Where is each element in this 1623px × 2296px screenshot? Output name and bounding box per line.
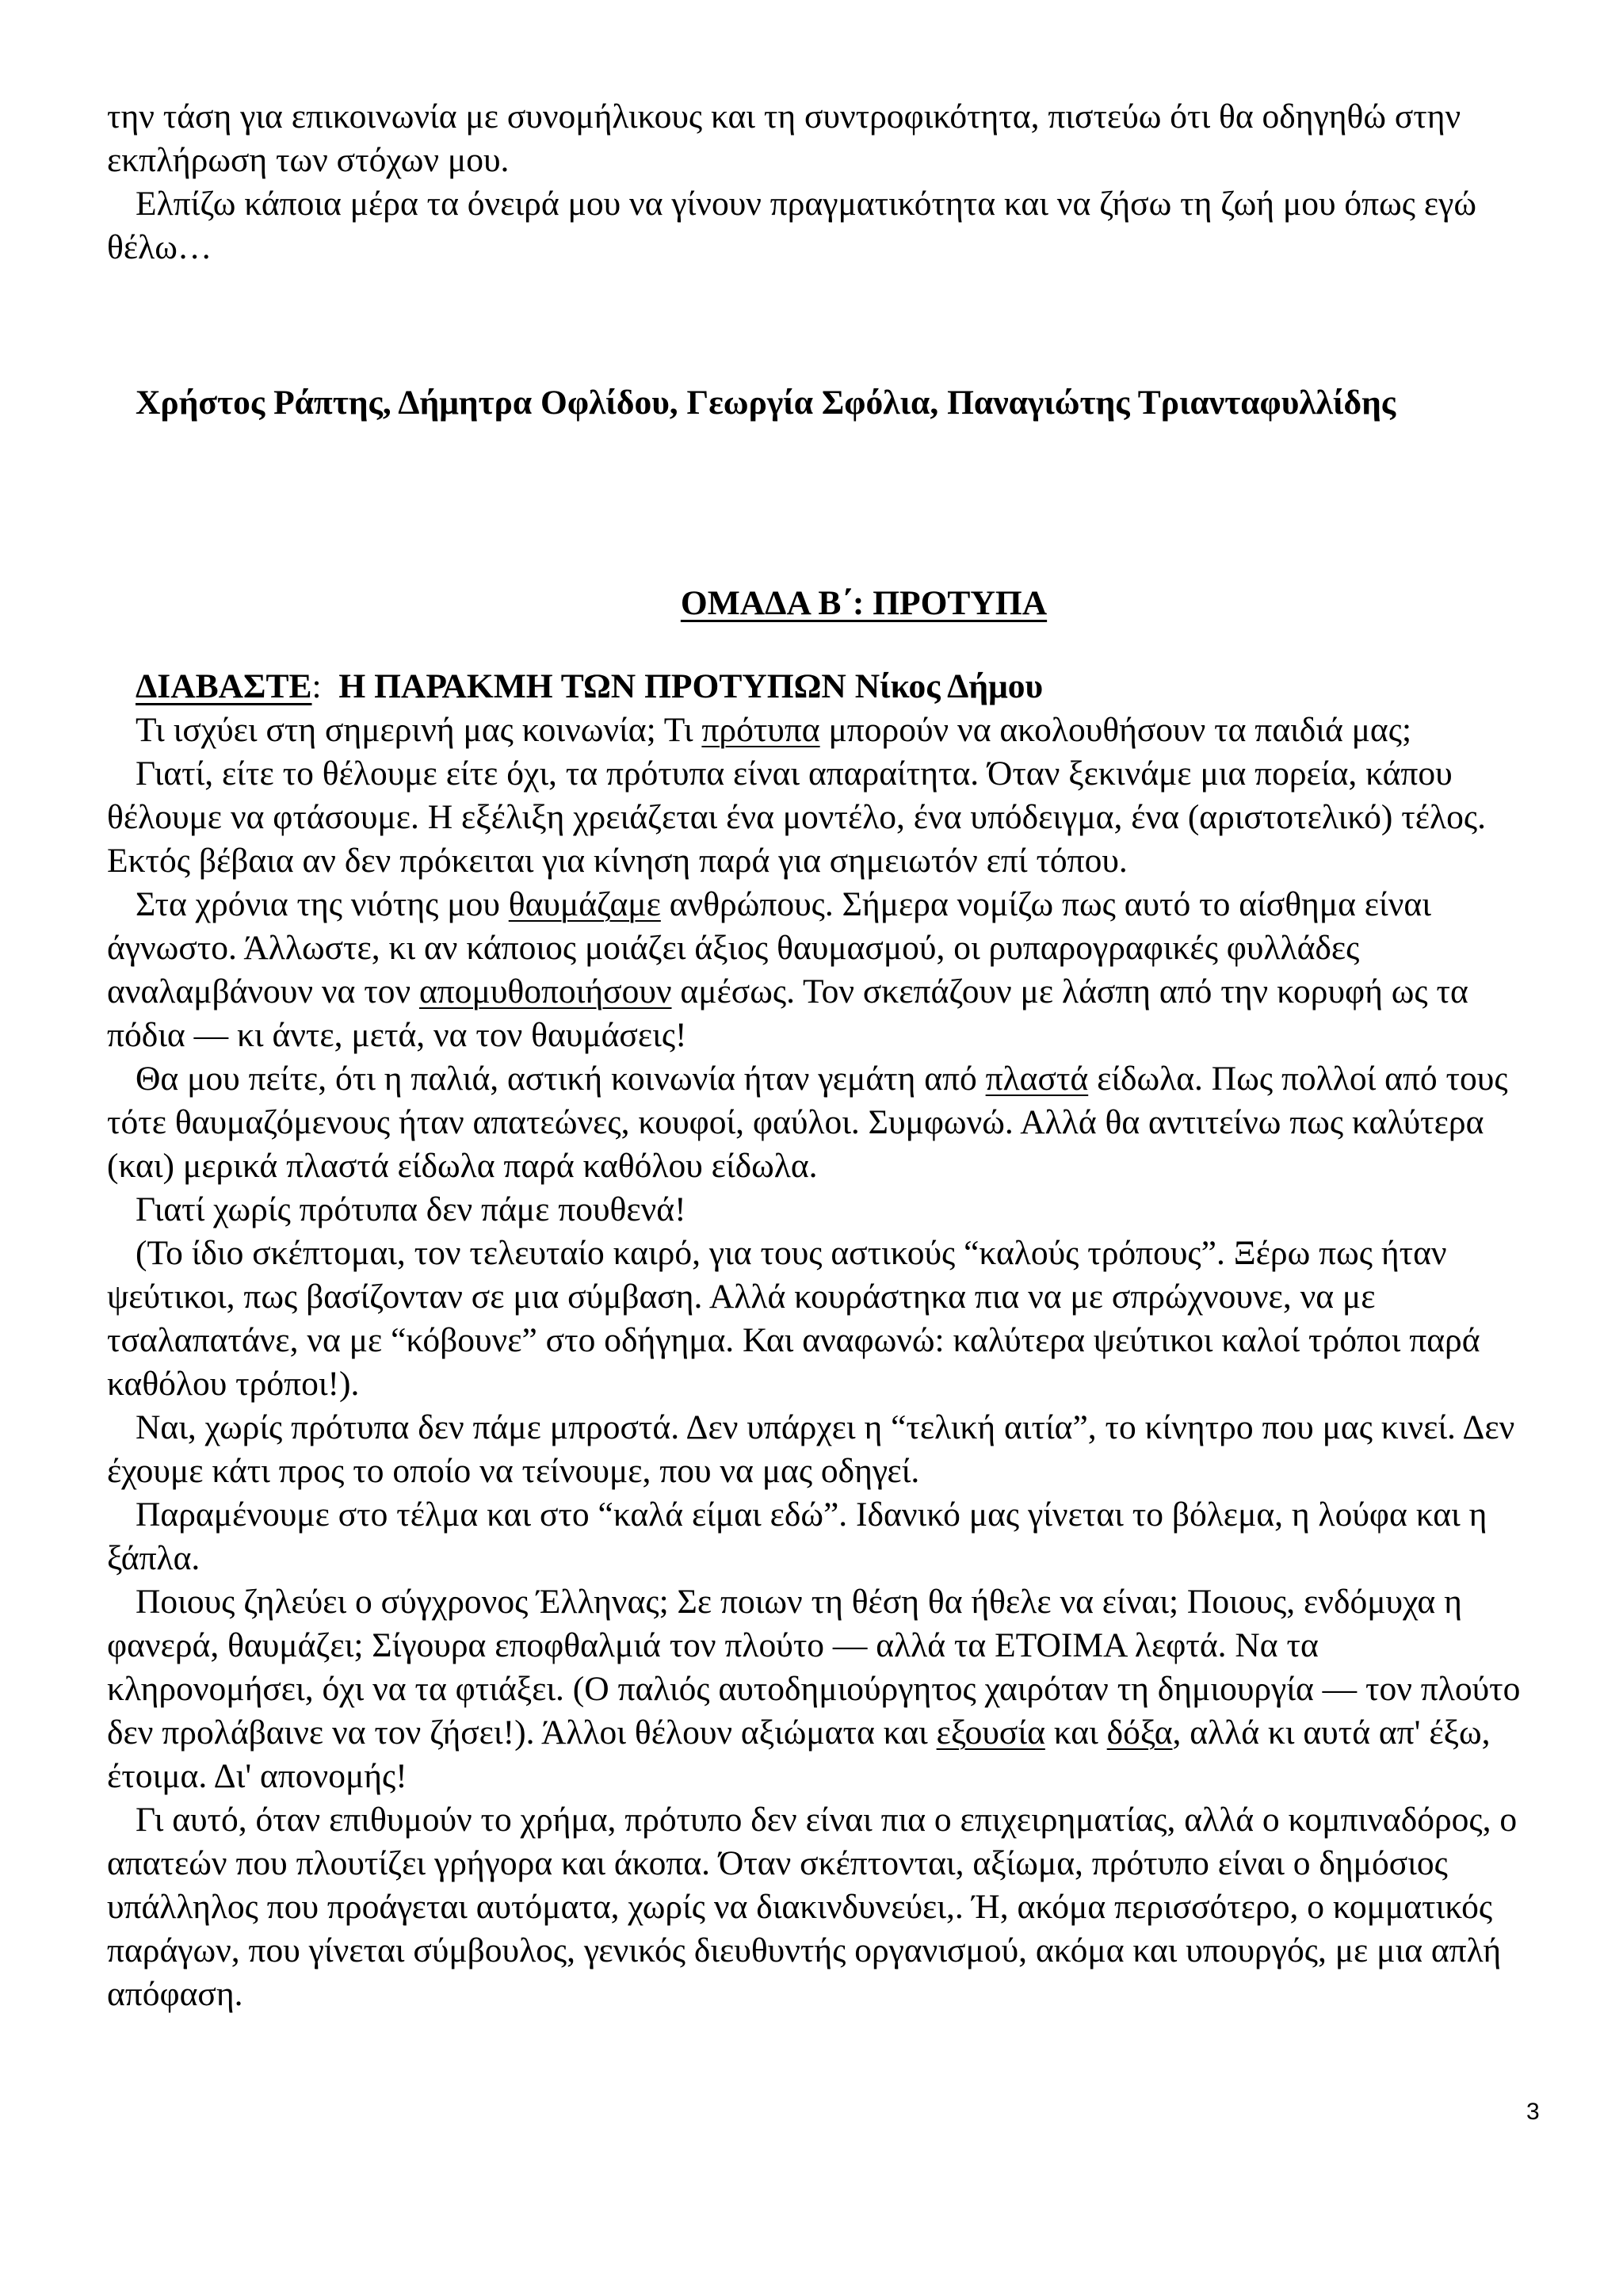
article-paragraph-8: Παραμένουμε στο τέλμα και στο “καλά είμαι εδώ”. Ιδανικό μας γίνεται το βόλεμα, η λούφα και η ξάπλα. xyxy=(107,1496,1487,1577)
article-paragraph-1 xyxy=(107,709,1533,752)
text-run: Τι ισχύει στη σημερινή μας κοινωνία; Τι xyxy=(136,711,702,749)
document-page xyxy=(107,95,1533,2016)
article-paragraph-6: (Το ίδιο σκέπτομαι, τον τελευταίο καιρό, για τους αστικούς “καλούς τρόπους”. Ξέρω πως ήταν ψεύτικοι, πως βασίζονταν σε μια σύμβαση. Αλλά κουράστηκα πια να με σπρώχνουνε, να με τσαλαπατάνε, να με “κόβουνε” στο οδήγημα. Και αναφωνώ: καλύτερα ψεύτικοι καλοί τρόποι παρά καθόλου τρόποι!). xyxy=(107,1234,1480,1403)
article-paragraph-10: Γι αυτό, όταν επιθυμούν το χρήμα, πρότυπο δεν είναι πια ο επιχειρηματίας, αλλά ο κομπιναδόρος, ο απατεών που πλουτίζει γρήγορα και άκοπα. Όταν σκέπτονται, αξίωμα, πρότυπο είναι ο δημόσιος υπάλληλος που προάγεται αυτόματα, χωρίς να διακινδυνεύει,. Ή, ακόμα περισσότερο, ο κομματικός παράγων, που γίνεται σύμβουλος, γενικός διευθυντής οργανισμού, ακόμα και υπουργός, με μια απλή απόφαση. xyxy=(107,1801,1518,2013)
underlined-term: πρότυπα xyxy=(701,711,820,749)
underlined-term: δόξα xyxy=(1106,1713,1173,1752)
read-label: ΔΙΑΒΑΣΤΕ xyxy=(136,667,312,705)
authors-line: Χρήστος Ράπτης, Δήμητρα Οφλίδου, Γεωργία Σφόλια, Παναγιώτης Τριανταφυλλίδης xyxy=(136,384,1396,422)
text-run: Ποιους ζηλεύει ο σύγχρονος Έλληνας; Σε ποιων τη θέση θα ήθελε να είναι; Ποιους, ενδόμυχα η φανερά, θαυμάζει; Σίγουρα εποφθαλμιά τον πλούτο — αλλά τα ΕΤΟΙΜΑ λεφτά. Να τα κληρονομήσει, όχι να τα φτιάξει. (Ο παλιός αυτοδημιούργητος χαιρόταν τη δημιουργία — τον πλούτο δεν προλάβαινε να τον ζήσει!). Άλλοι θέλουν αξιώματα και xyxy=(107,1583,1521,1752)
text-run: είδωλα. Πως πολλοί από τους τότε θαυμαζόμενους ήταν απατεώνες, κουφοί, φαύλοι. Συμφωνώ. Αλλά θα αντιτείνω πως καλύτερα (και) μερικά πλαστά είδωλα παρά καθόλου είδωλα. xyxy=(107,1060,1508,1185)
article-paragraph-7: Ναι, χωρίς πρότυπα δεν πάμε μπροστά. Δεν υπάρχει η “τελική αιτία”, το κίνητρο που μας κινεί. Δεν έχουμε κάτι προς το οποίο να τείνουμε, που να μας οδηγεί. xyxy=(107,1408,1515,1490)
page-number: 3 xyxy=(1526,2099,1540,2125)
article-paragraph-3 xyxy=(107,883,1533,1057)
intro-paragraph-2: Ελπίζω κάποια μέρα τα όνειρά μου να γίνουν πραγματικότητα και να ζήσω τη ζωή μου όπως εγώ θέλω… xyxy=(107,185,1476,266)
text-run: μπορούν να ακολουθήσουν τα παιδιά μας; xyxy=(819,711,1412,749)
underlined-term: θαυμάζαμε xyxy=(508,885,661,923)
group-title: ΟΜΑΔΑ Β΄: ΠΡΟΤΥΠΑ xyxy=(680,584,1048,622)
text-run: , αλλά κι αυτά απ' έξω, έτοιμα. Δι' απονομής! xyxy=(107,1713,1491,1795)
underlined-term: πλαστά xyxy=(985,1060,1089,1098)
read-heading xyxy=(107,665,1533,709)
article-paragraph-4 xyxy=(107,1057,1533,1188)
article-paragraph-2: Γιατί, είτε το θέλουμε είτε όχι, τα πρότυπα είναι απαραίτητα. Όταν ξεκινάμε μια πορεία, κάπου θέλουμε να φτάσουμε. Η εξέλιξη χρειάζεται ένα μοντέλο, ένα υπόδειγμα, ένα (αριστοτελικό) τέλος. Εκτός βέβαια αν δεν πρόκειται για κίνηση παρά για σημειωτόν επί τόπου. xyxy=(107,755,1486,880)
underlined-term: εξουσία xyxy=(936,1713,1045,1752)
underlined-term: απομυθοποιήσουν xyxy=(419,972,672,1010)
article-paragraph-9 xyxy=(107,1580,1533,1798)
text-run: ανθρώπους. Σήμερα νομίζω πως αυτό το αίσθημα είναι άγνωστο. Άλλωστε, κι αν κάποιος μοιάζει άξιος θαυμασμού, οι ρυπαρογραφικές φυλλάδες αναλαμβάνουν να τον xyxy=(107,885,1431,1010)
article-paragraph-5: Γιατί χωρίς πρότυπα δεν πάμε πουθενά! xyxy=(136,1190,686,1228)
read-colon: : xyxy=(311,667,322,705)
text-run: Θα μου πείτε, ότι η παλιά, αστική κοινωνία ήταν γεμάτη από xyxy=(136,1060,986,1098)
text-run: και xyxy=(1044,1713,1107,1752)
intro-paragraph-1: την τάση για επικοινωνία με συνομήλικους και τη συντροφικότητα, πιστεύω ότι θα οδηγηθώ στην εκπλήρωση των στόχων μου. xyxy=(107,97,1461,179)
article-title: Η ΠΑΡΑΚΜΗ ΤΩΝ ΠΡΟΤΥΠΩΝ Νίκος Δήμου xyxy=(338,667,1044,705)
text-run: αμέσως. Τον σκεπάζουν με λάσπη από την κορυφή ως τα πόδια — κι άντε, μετά, να τον θαυμάσεις! xyxy=(107,972,1468,1054)
text-run: Στα χρόνια της νιότης μου xyxy=(136,885,509,923)
